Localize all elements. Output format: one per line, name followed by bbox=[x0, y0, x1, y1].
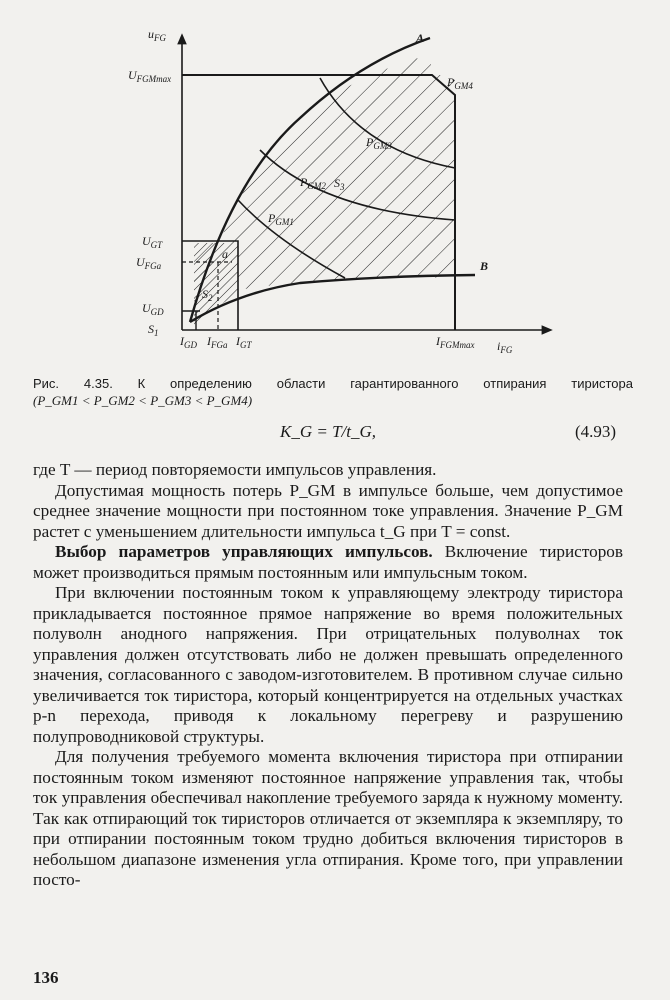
region-s1-label: $S_1$ bbox=[148, 322, 159, 338]
section-heading: Выбор параметров управляющих импульсов. bbox=[55, 542, 433, 561]
point-a-label: a bbox=[222, 247, 228, 261]
u-max-label: $U_{FGMmax}$ bbox=[128, 68, 172, 84]
axis-y-label: $u_{FG}$ bbox=[148, 27, 166, 43]
paragraph-4: При включении постоянным током к управляющему электроду тиристора прикладывается постоянное прямое напряжение во время положительных полуволн анодного напряжения. При отрицательных полуволнах ток управления должен отсутствовать либо не должен превышать определенного значения, согласованного с заводом-изготовителем. В противном случае сильно увеличивается ток тиристора, который концентрируется на отдельных участках p-n перехода, приводя к локальному перегреву и разрушению полупроводниковой структуры. bbox=[33, 583, 623, 746]
i-max-label: $I_{FGMmax}$ bbox=[436, 334, 475, 350]
paragraph-2: Допустимая мощность потерь P_GM в импульсе больше, чем допустимое среднее значение мощности при постоянном токе управления. Значение P_GM растет с уменьшением длительности импульса t_G при T = const. bbox=[33, 480, 623, 541]
paragraph-1: где T — период повторяемости импульсов управления. bbox=[33, 460, 437, 479]
equation-number: (4.93) bbox=[575, 422, 617, 441]
axis-x-label: $i_{FG}$ bbox=[497, 339, 513, 355]
u-fga-label: $U_{FGa}$ bbox=[136, 255, 162, 271]
pgm2-label: $P_{GM2}$ bbox=[300, 175, 326, 191]
region-s2-label: $S_2$ bbox=[202, 287, 213, 303]
pgm3-label: $P_{GM3}$ bbox=[366, 135, 392, 151]
curve-b-label: B bbox=[480, 259, 489, 273]
thyristor-gate-characteristic-figure bbox=[0, 0, 670, 370]
paragraph-3 bbox=[33, 542, 623, 583]
i-gt-label: $I_{GT}$ bbox=[236, 334, 252, 350]
u-gd-label: $U_{GD}$ bbox=[142, 301, 164, 317]
pgm1-label: $P_{GM1}$ bbox=[268, 211, 294, 227]
paragraph-3-text: Включение тиристоров может производиться прямым постоянным или импульсным током. bbox=[33, 542, 623, 582]
formula: K_G = T/t_G, bbox=[280, 422, 377, 441]
curve-a-label: A bbox=[416, 31, 425, 45]
paragraph-5: Для получения требуемого момента включения тиристора при отпирании постоянным током изменяют постоянное напряжение управления так, чтобы ток управления обеспечивал накопление требуемого заряда к нужному моменту. Так как отпирающий ток тиристоров отличается от экземпляра к экземпляру, то при отпирании постоянным током трудно добиться включения тиристоров в небольшом диапазоне изменения угла отпирания. Кроме того, при управлении посто- bbox=[33, 747, 623, 889]
region-s3-label: $S_3$ bbox=[334, 176, 345, 192]
i-fga-label: $I_{FGa}$ bbox=[207, 334, 228, 350]
figure-caption-condition: (P_GM1 < P_GM2 < P_GM3 < P_GM4) bbox=[33, 393, 253, 408]
u-gt-label: $U_{GT}$ bbox=[142, 234, 163, 250]
pgm4-label: $P_{GM4}$ bbox=[447, 75, 473, 91]
i-gd-label: $I_{GD}$ bbox=[180, 334, 197, 350]
body-text bbox=[33, 460, 623, 891]
page-number: 136 bbox=[33, 968, 59, 987]
figure-caption: Рис. 4.35. К определению области гарантированного отпирания тиристора bbox=[33, 376, 633, 391]
